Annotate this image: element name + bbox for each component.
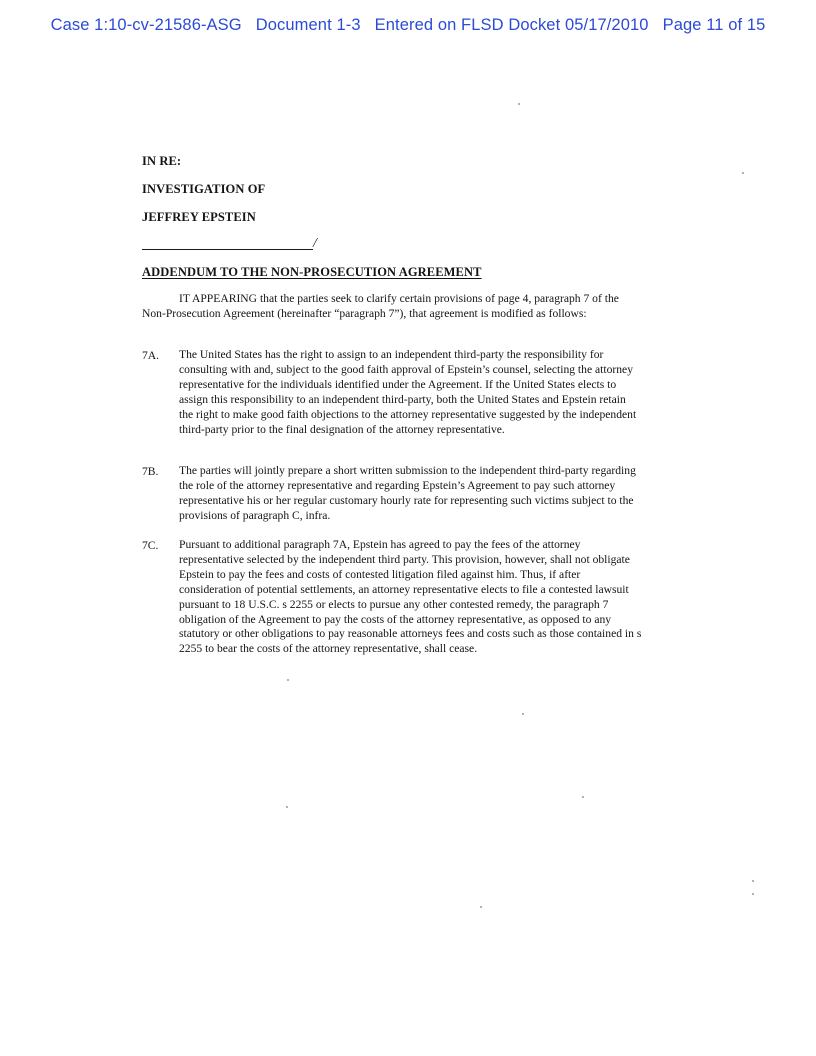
paragraph-number: 7A.	[142, 349, 160, 362]
caption-signature-rule	[142, 249, 313, 250]
scan-speck	[752, 893, 754, 895]
scan-speck	[742, 172, 744, 174]
scan-speck	[518, 103, 520, 105]
paragraph-7c	[142, 538, 642, 657]
scan-speck	[752, 880, 754, 882]
paragraph-number: 7B.	[142, 465, 159, 478]
scan-speck	[582, 796, 584, 798]
scan-speck	[522, 713, 524, 715]
scan-speck	[480, 906, 482, 908]
paragraph-text: Pursuant to additional paragraph 7A, Epstein has agreed to pay the fees of the attorney representative selected by the independent third party. This provision, however, shall not obligate Epstein to pay the fees and costs of contested litigation filed against him. Thus, if after consideration of potential settlements, an attorney representative elects to file a contested lawsuit pursuant to 18 U.S.C. s 2255 or elects to pursue any other contested remedy, the paragraph 7 obligation of the Agreement to pay the costs of the attorney representative, as opposed to any statutory or other obligations to pay reasonable attorneys fees and costs such as those contained in s 2255 to bear the costs of the attorney representative, shall cease.	[179, 538, 642, 656]
caption-investigation-of: INVESTIGATION OF	[142, 182, 266, 196]
caption-slash: /	[313, 236, 317, 251]
intro-paragraph: IT APPEARING that the parties seek to clarify certain provisions of page 4, paragraph 7 of the Non-Prosecution Agreement (hereinafter “paragraph 7”), that agreement is modified as follows:	[142, 292, 619, 321]
paragraph-number: 7C.	[142, 539, 159, 552]
caption-subject-name: JEFFREY EPSTEIN	[142, 210, 256, 224]
scan-speck	[286, 806, 288, 808]
paragraph-7b	[142, 464, 642, 524]
paragraph-text: The parties will jointly prepare a short written submission to the independent third-party regarding the role of the attorney representative and regarding Epstein’s Agreement to pay such attorney representative his or her regular customary hourly rate for representing such victims subject to the provisions of paragraph C, infra.	[179, 464, 636, 522]
paragraph-7a	[142, 348, 642, 437]
docket-header-stamp: Case 1:10-cv-21586-ASG Document 1-3 Entered on FLSD Docket 05/17/2010 Page 11 of 15	[50, 16, 766, 34]
caption-in-re: IN RE:	[142, 154, 182, 168]
paragraph-text: The United States has the right to assign to an independent third-party the responsibility for consulting with and, subject to the good faith approval of Epstein’s counsel, selecting the attorney representative for the individuals identified under the Agreement. If the United States elects to assign this responsibility to an independent third-party, both the United States and Epstein retain the right to make good faith objections to the attorney representative suggested by the independent third-party prior to the final designation of the attorney representative.	[179, 348, 637, 436]
addendum-heading: ADDENDUM TO THE NON-PROSECUTION AGREEMENT	[142, 265, 482, 279]
scan-speck	[287, 679, 289, 681]
